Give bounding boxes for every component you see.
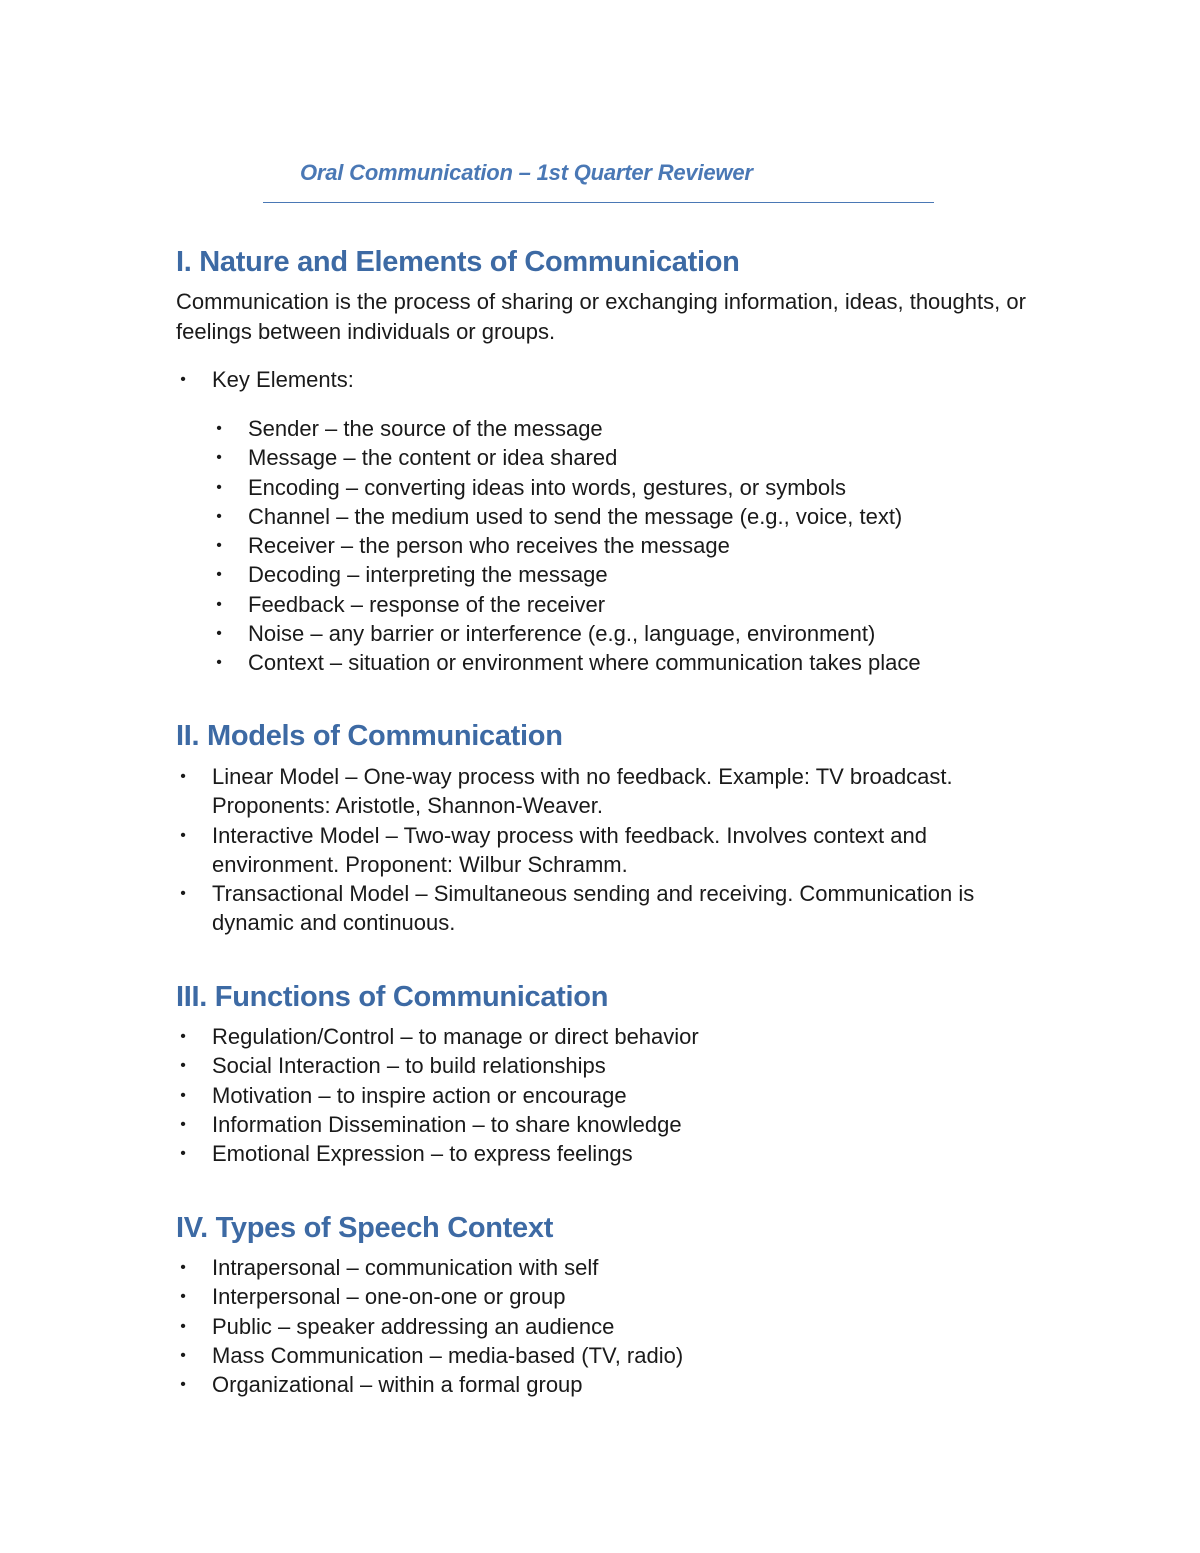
list-item (212, 590, 921, 619)
functions-list (176, 1022, 699, 1168)
list-item (212, 443, 921, 472)
element-item-text: Receiver – the person who receives the message (248, 533, 730, 559)
bullet-icon: • (216, 537, 222, 555)
bullet-icon: • (216, 625, 222, 643)
bullet-icon: • (180, 1317, 186, 1335)
bullet-icon: • (180, 1145, 186, 1163)
function-item-text: Social Interaction – to build relationships (212, 1053, 606, 1079)
element-item-text: Channel – the medium used to send the message (e.g., voice, text) (248, 503, 903, 529)
page-title: Oral Communication – 1st Quarter Reviewer (300, 160, 753, 185)
bullet-icon: • (216, 507, 222, 525)
list-item (176, 1312, 683, 1341)
bullet-icon: • (180, 1086, 186, 1104)
list-item (212, 560, 921, 589)
list-item (176, 1341, 683, 1370)
model-item-text: Interactive Model – Two-way process with feedback. Involves context and environment. Proponent: Wilbur Schramm. (212, 822, 927, 877)
list-item (212, 619, 921, 648)
section-heading-models: II. Models of Communication (176, 720, 563, 752)
models-list (176, 762, 996, 938)
bullet-icon: • (180, 1259, 186, 1276)
list-item (176, 879, 996, 938)
function-item-text: Motivation – to inspire action or encourage (212, 1082, 627, 1108)
context-item-text: Mass Communication – media-based (TV, radio) (212, 1342, 684, 1368)
bullet-icon: • (216, 566, 222, 584)
element-item-text: Context – situation or environment where communication takes place (248, 650, 921, 676)
key-elements-list (176, 365, 354, 394)
list-item (176, 821, 996, 880)
bullet-icon: • (180, 1057, 186, 1075)
bullet-icon: • (180, 371, 186, 388)
title-underline (263, 202, 934, 203)
element-item-text: Sender – the source of the message (248, 416, 603, 441)
list-item (176, 1139, 699, 1168)
bullet-icon: • (216, 449, 222, 467)
section-heading-speech-context: IV. Types of Speech Context (176, 1212, 554, 1244)
key-elements-label: Key Elements: (212, 367, 354, 392)
list-item (212, 531, 921, 560)
elements-sublist (212, 414, 921, 678)
function-item-text: Regulation/Control – to manage or direct behavior (212, 1024, 699, 1049)
speech-context-list (176, 1253, 683, 1399)
context-item-text: Public – speaker addressing an audience (212, 1313, 615, 1339)
list-item (176, 1022, 699, 1051)
element-item-text: Feedback – response of the receiver (248, 591, 606, 617)
list-item (176, 1110, 699, 1139)
list-item (176, 365, 354, 394)
list-item (212, 648, 921, 677)
list-item (176, 1282, 683, 1311)
list-item (176, 1051, 699, 1080)
element-item-text: Encoding – converting ideas into words, gestures, or symbols (248, 474, 846, 500)
function-item-text: Emotional Expression – to express feelings (212, 1141, 633, 1167)
bullet-icon: • (216, 478, 222, 496)
element-item-text: Decoding – interpreting the message (248, 562, 608, 588)
bullet-icon: • (216, 654, 222, 672)
section-heading-functions: III. Functions of Communication (176, 981, 609, 1013)
context-item-text: Interpersonal – one-on-one or group (212, 1284, 566, 1310)
element-item-text: Noise – any barrier or interference (e.g., language, environment) (248, 621, 876, 647)
bullet-icon: • (180, 1028, 186, 1045)
list-item (212, 502, 921, 531)
section-heading-nature-elements: I. Nature and Elements of Communication (176, 246, 740, 278)
context-item-text: Organizational – within a formal group (212, 1372, 583, 1398)
bullet-icon: • (180, 885, 186, 903)
function-item-text: Information Dissemination – to share knowledge (212, 1111, 682, 1137)
bullet-icon: • (180, 768, 186, 785)
list-item (212, 473, 921, 502)
list-item (176, 1253, 683, 1282)
bullet-icon: • (180, 826, 186, 844)
bullet-icon: • (180, 1346, 186, 1364)
context-item-text: Intrapersonal – communication with self (212, 1255, 599, 1280)
intro-paragraph: Communication is the process of sharing or exchanging information, ideas, thoughts, or feelings between individuals or groups. (176, 289, 1026, 344)
bullet-icon: • (216, 420, 222, 437)
bullet-icon: • (180, 1115, 186, 1133)
element-item-text: Message – the content or idea shared (248, 445, 618, 471)
model-item-text: Transactional Model – Simultaneous sending and receiving. Communication is dynamic and continuous. (212, 881, 975, 936)
list-item (212, 414, 921, 443)
bullet-icon: • (216, 595, 222, 613)
list-item (176, 762, 996, 821)
bullet-icon: • (180, 1288, 186, 1306)
bullet-icon: • (180, 1376, 186, 1394)
list-item (176, 1370, 683, 1399)
model-item-text: Linear Model – One-way process with no feedback. Example: TV broadcast. Proponents: Aristotle, Shannon-Weaver. (212, 764, 953, 819)
list-item (176, 1081, 699, 1110)
